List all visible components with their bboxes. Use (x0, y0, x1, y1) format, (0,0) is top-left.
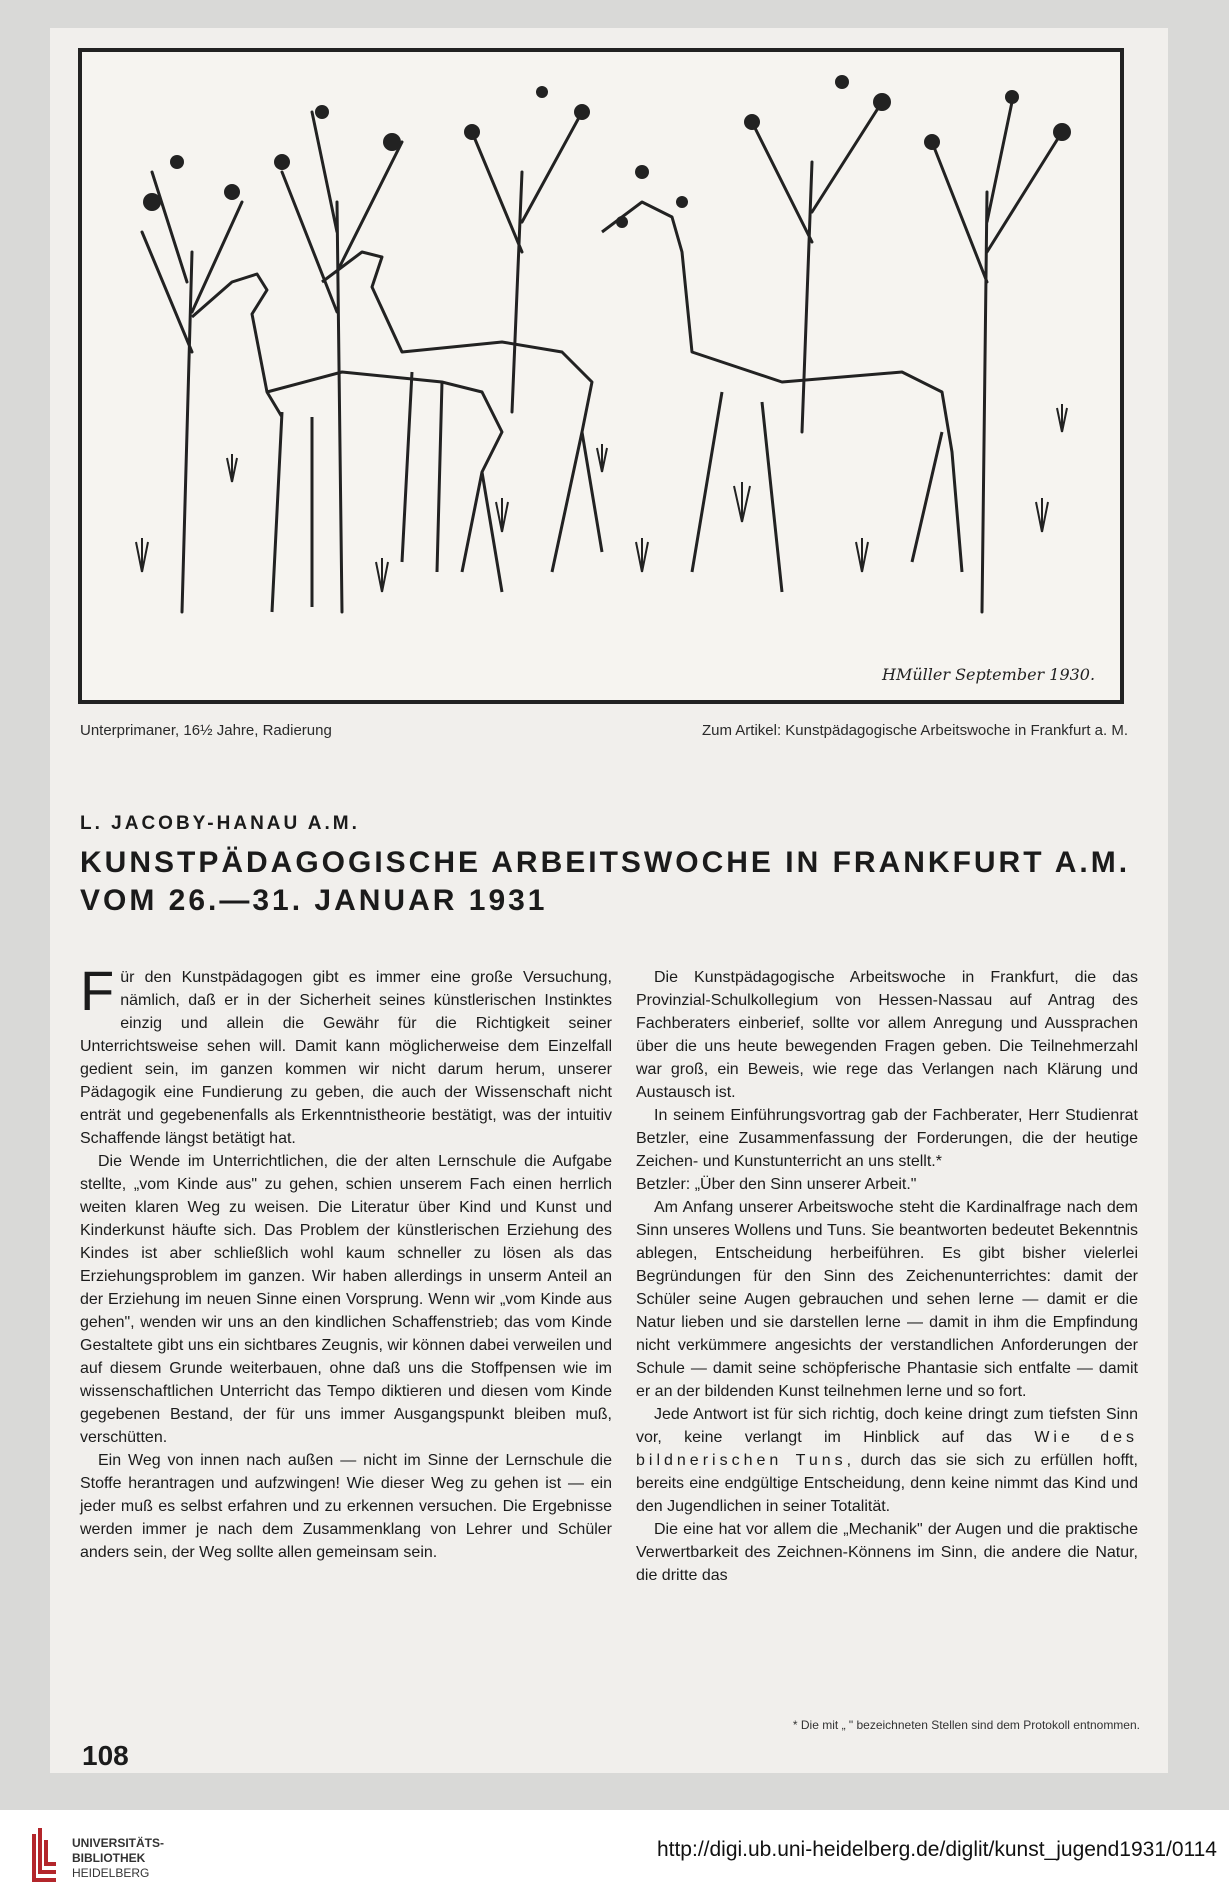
right-column (636, 966, 1138, 1587)
page-number: 108 (82, 1740, 129, 1771)
source-url-link[interactable]: http://digi.ub.uni-heidelberg.de/diglit/kunst_jugend1931/0114 (656, 1838, 1217, 1861)
library-logo-icon (30, 1824, 60, 1884)
drop-cap: F (80, 959, 115, 1022)
paragraph: Die Kunstpädagogische Arbeitswoche in Frankfurt, die das Provinzial-Schulkollegium von Hessen-Nassau auf Antrag des Fachberaters einberief, sollte vor allem Anregung und Aussprachen über die uns heute bewegenden Fragen geben. Die Teilnehmerzahl war groß, ein Beweis, wie rege das Verlangen nach Klärung und Austausch ist. (636, 969, 1138, 1101)
paragraph: In seinem Einführungsvortrag gab der Fachberater, Herr Studienrat Betzler, eine Zusammenfassung der Forderungen, die der heutige Zeichen- und Kunstunterricht an uns stellt.* (636, 1107, 1138, 1170)
article-author: L. JACOBY-HANAU A.M. (80, 813, 360, 834)
etching-signature: HMüller September 1930. (882, 665, 1096, 684)
paragraph: Jede Antwort ist für sich richtig, doch keine dringt zum tiefsten Sinn vor, keine verlangt im Hinblick auf das Wie des bildnerischen Tuns, durch das sie sich zu erfüllen hofft, bereits eine endgültige Entscheidung, denn keine nimmt das Kind und den Jugendlichen in seiner Totalität. (636, 1406, 1139, 1515)
deer-forest-etching (82, 52, 1120, 700)
article-title (80, 844, 1140, 920)
caption-right: Zum Artikel: Kunstpädagogische Arbeitswoche in Frankfurt a. M. (701, 722, 1128, 739)
title-line-1: KUNSTPÄDAGOGISCHE ARBEITSWOCHE IN FRANKFURT A.M. (80, 846, 1131, 879)
paragraph: Am Anfang unserer Arbeitswoche steht die Kardinalfrage nach dem Sinn unseres Wollens und Tuns. Sie beantworten bedeutet Bekenntnis ablegen, Entscheidung herbeiführen. Es gibt bisher vielerlei Begründungen für den Sinn des Zeichenunterrichtes: damit der Schüler seine Augen gebrauchen und sehen lerne — damit er die Natur lieben und sie darstellen lerne — damit in ihm die Empfindung nicht verkümmere angesichts der verstandlichen Anforderungen der Schule — damit seine schöpferische Phantasie sich entfalte — damit er an der bildenden Kunst teilnehmen lerne und so fort. (636, 1199, 1138, 1400)
paragraph: Die Wende im Unterrichtlichen, die der alten Lernschule die Aufgabe stellte, „vom Kinde aus" zu gehen, schien unserem Fach einen herrlich weiten klaren Weg zu weisen. Die Literatur über Kind und Kunst und Kinderkunst häufte sich. Das Problem der künstlerischen Erziehung des Kindes ist aber schließlich wohl kaum schneller zu lösen als das Erziehungsproblem im ganzen. Wir haben allerdings in unserm Anteil an der Erziehung im neuen Sinne einen Vorsprung. Wenn wir „vom Kinde aus gehen", wenden wir uns an den kindlichen Schaffenstrieb; das vom Kinde Gestaltete gibt uns ein sichtbares Zeugnis, wir können dabei verweilen und auf diesem Grunde weiterbauen, ohne daß uns die Stoffpensen wie im wissenschaftlichen Unterricht das Tempo diktieren und diesen vom Kinde gegebenen Bestand, der für uns immer Ausgangspunkt bleiben muß, verschütten. (80, 1153, 612, 1446)
scanned-page (50, 28, 1168, 1773)
paragraph: Die eine hat vor allem die „Mechanik" der Augen und die praktische Verwertbarkeit des Zeichnen-Könnens im Sinn, die andere die Natur, die dritte das (636, 1521, 1138, 1584)
caption-left: Unterprimaner, 16½ Jahre, Radierung (80, 722, 332, 739)
library-name: UNIVERSITÄTS- BIBLIOTHEK HEIDELBERG (72, 1836, 165, 1880)
paragraph: Für den Kunstpädagogen gibt es immer eine große Versuchung, nämlich, daß er in der Sicherheit seines künstlerischen Instinktes einzig und allein die Gewähr für die Richtigkeit seiner Unterrichtsweise sehen will. Damit kann möglicherweise dem Einzelfall gedient sein, im ganzen kommen wir nicht darum herum, unserer Pädagogik eine Fundierung zu geben, die auch der Wissenschaft nicht enträt und gegebenenfalls als Erkenntnistheorie bestätigt, was der intuitiv Schaffende längst betätigt hat. (80, 959, 612, 1147)
library-footer (0, 1810, 1229, 1901)
left-column (80, 959, 612, 1564)
paragraph-heading: Betzler: „Über den Sinn unserer Arbeit." (636, 1176, 917, 1193)
footnote: * Die mit „ " bezeichneten Stellen sind dem Protokoll entnommen. (792, 1718, 1140, 1732)
title-line-2: VOM 26.—31. JANUAR 1931 (80, 884, 548, 917)
etching-illustration (78, 48, 1124, 704)
paragraph: Ein Weg von innen nach außen — nicht im Sinne der Lernschule die Stoffe herantragen und aufzwingen! Wie dieser Weg zu gehen ist — ein jeder muß es selbst erfahren und zu erkennen versuchen. Die Ergebnisse werden immer je nach dem Zusammenklang von Lehrer und Schüler anders sein, der Weg sollte allen gemeinsam sein. (80, 1452, 612, 1561)
